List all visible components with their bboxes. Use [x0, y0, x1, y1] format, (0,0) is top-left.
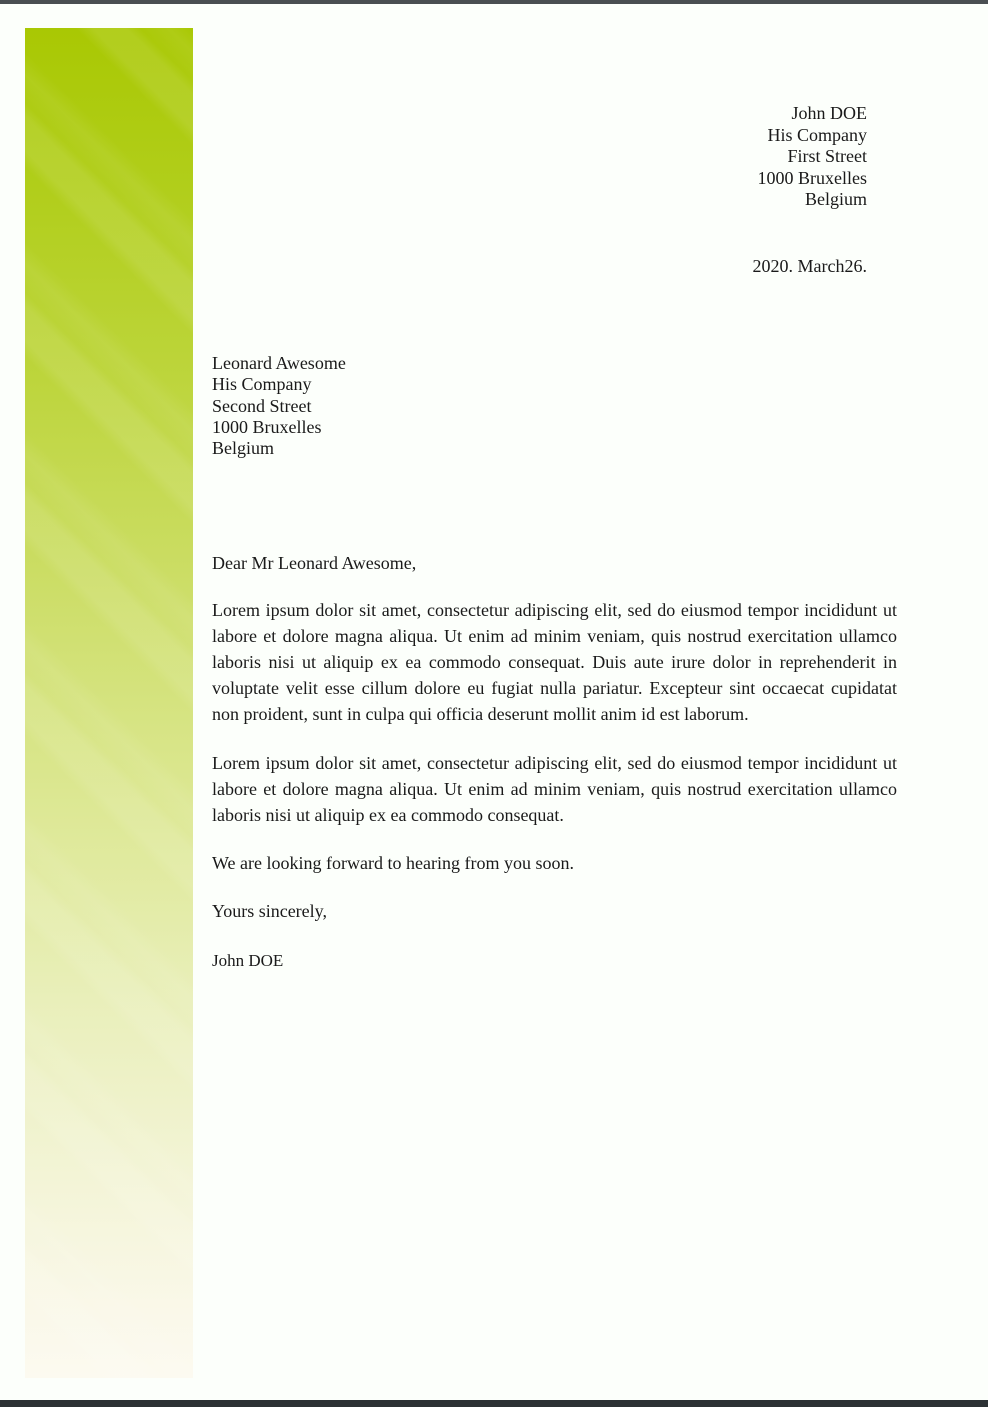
sender-address-block — [758, 103, 868, 211]
sender-country: Belgium — [805, 189, 867, 209]
letter-date: 2020. March26. — [752, 256, 867, 276]
sender-company: His Company — [767, 124, 867, 145]
sender-street: First Street — [787, 146, 867, 166]
green-gradient-sidebar — [25, 28, 193, 1378]
body-paragraph-1: Lorem ipsum dolor sit amet, consectetur adipiscing elit, sed do eiusmod tempor incididunt ut labore et dolore magna aliqua. Ut enim ad minim veniam, quis nostrud exercitation ullamco laboris nisi ut aliquip ex ea commodo consequat. Duis aute irure dolor in reprehenderit in voluptate velit esse cillum dolore eu fugiat nulla pariatur. Excepteur sint occaecat cupidatat non proident, sunt in culpa qui officia deserunt mollit anim id est laborum. — [212, 600, 897, 724]
recipient-country: Belgium — [212, 438, 274, 459]
recipient-city: 1000 Bruxelles — [212, 416, 322, 437]
body-paragraph-2: Lorem ipsum dolor sit amet, consectetur adipiscing elit, sed do eiusmod tempor incididunt ut labore et dolore magna aliqua. Ut enim ad minim veniam, quis nostrud exercitation ullamco laboris nisi ut aliquip ex ea commodo consequat. — [212, 753, 897, 825]
valediction: Yours sincerely, — [212, 901, 327, 921]
salutation: Dear Mr Leonard Awesome, — [212, 553, 417, 573]
recipient-company: His Company — [212, 374, 312, 395]
page-top-border — [0, 0, 988, 4]
recipient-address-block — [212, 353, 346, 459]
recipient-name: Leonard Awesome — [212, 353, 346, 373]
recipient-street: Second Street — [212, 395, 312, 416]
page-bottom-border — [0, 1400, 988, 1407]
sender-city: 1000 Bruxelles — [757, 167, 867, 188]
sender-name: John DOE — [791, 103, 867, 123]
signature-name: John DOE — [212, 951, 284, 970]
closing-line: We are looking forward to hearing from you soon. — [212, 853, 574, 873]
